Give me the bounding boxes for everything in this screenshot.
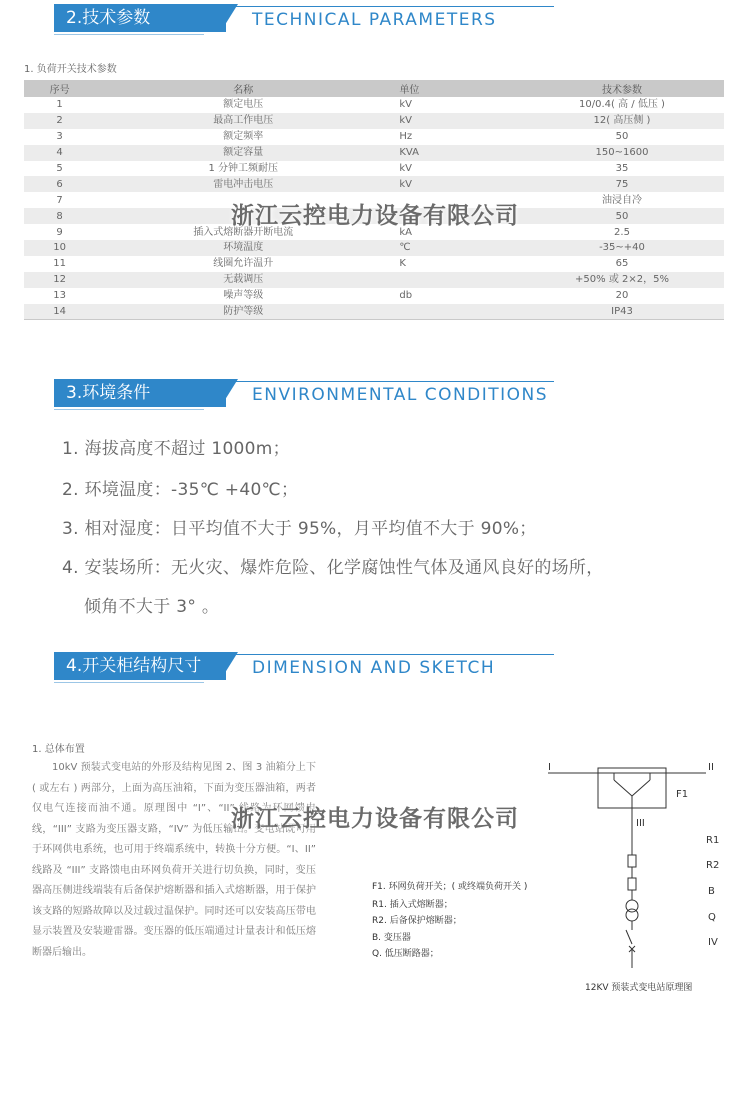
table-header-row bbox=[24, 80, 724, 97]
table-row bbox=[24, 161, 724, 177]
cell-name: 额定电压 bbox=[95, 97, 391, 113]
label-F1: F1 bbox=[676, 789, 689, 800]
layout-title: 1. 总体布置 bbox=[32, 744, 85, 755]
cell-value: 12( 高压侧 ) bbox=[520, 113, 724, 129]
cell-no: 7 bbox=[24, 192, 95, 208]
cell-no: 2 bbox=[24, 113, 95, 129]
section-title-cn: 2.技术参数 bbox=[54, 4, 226, 32]
cell-value: 2.5 bbox=[520, 224, 724, 240]
legend-q: Q. 低压断路器； bbox=[372, 949, 439, 959]
header-rule bbox=[228, 381, 554, 382]
cell-unit: kV bbox=[391, 176, 520, 192]
label-IV: IV bbox=[708, 937, 718, 948]
table-row bbox=[24, 304, 724, 320]
section-header-environment bbox=[0, 379, 750, 419]
table-row bbox=[24, 240, 724, 256]
cell-value: 35 bbox=[520, 161, 724, 177]
cell-unit: kV bbox=[391, 97, 520, 113]
cell-value: IP43 bbox=[520, 304, 724, 320]
label-I: I bbox=[548, 762, 551, 773]
label-II: II bbox=[708, 762, 714, 773]
label-Q: Q bbox=[708, 912, 716, 923]
label-B: B bbox=[708, 886, 715, 897]
env-item-2: 2. 环境温度：-35℃ +40℃； bbox=[62, 480, 299, 500]
transformer-coil-1 bbox=[626, 900, 638, 912]
cell-name: 防护等级 bbox=[95, 304, 391, 320]
cell-value: 油浸自冷 bbox=[520, 192, 724, 208]
cell-unit: Hz bbox=[391, 129, 520, 145]
cell-unit: db bbox=[391, 288, 520, 304]
env-item-4: 4. 安装场所：无火灾、爆炸危险、化学腐蚀性气体及通风良好的场所， bbox=[62, 558, 604, 578]
section-title-en: ENVIRONMENTAL CONDITIONS bbox=[252, 385, 549, 405]
label-III: III bbox=[636, 818, 645, 829]
cell-no: 8 bbox=[24, 208, 95, 224]
header-rule bbox=[228, 6, 554, 7]
cell-name: 最高工作电压 bbox=[95, 113, 391, 129]
cell-unit: kA bbox=[391, 224, 520, 240]
cell-name: 插入式熔断器开断电流 bbox=[95, 224, 391, 240]
cell-no: 4 bbox=[24, 145, 95, 161]
cell-name: 噪声等级 bbox=[95, 288, 391, 304]
env-item-3: 3. 相对湿度：日平均值不大于 95%，月平均值不大于 90%； bbox=[62, 519, 537, 539]
header-underline bbox=[54, 409, 204, 410]
cell-value: 50 bbox=[520, 208, 724, 224]
legend-b: B. 变压器 bbox=[372, 933, 411, 943]
fuse-r1 bbox=[628, 855, 636, 867]
cell-no: 1 bbox=[24, 97, 95, 113]
cell-value: 65 bbox=[520, 256, 724, 272]
table-caption: 1. 负荷开关技术参数 bbox=[24, 64, 117, 75]
cell-no: 5 bbox=[24, 161, 95, 177]
header-underline bbox=[54, 682, 204, 683]
cell-name: 雷电冲击电压 bbox=[95, 176, 391, 192]
cell-name: 线圈允许温升 bbox=[95, 256, 391, 272]
cell-value: +50% 或 2×2，5% bbox=[520, 272, 724, 288]
cell-no: 6 bbox=[24, 176, 95, 192]
cell-unit: ℃ bbox=[391, 240, 520, 256]
header-underline bbox=[54, 34, 204, 35]
section-header-dimension bbox=[0, 652, 750, 692]
table-row bbox=[24, 288, 724, 304]
cell-name: 无载调压 bbox=[95, 272, 391, 288]
section-title-en: TECHNICAL PARAMETERS bbox=[252, 10, 497, 30]
label-R2: R2 bbox=[706, 860, 720, 871]
header-value: 技术参数 bbox=[520, 80, 724, 97]
cell-unit bbox=[391, 304, 520, 320]
diagram-caption: 12KV 预装式变电站原理图 bbox=[585, 983, 693, 993]
section-title-cn: 3.环境条件 bbox=[54, 379, 226, 407]
cell-no: 11 bbox=[24, 256, 95, 272]
table-row bbox=[24, 113, 724, 129]
section-title-cn: 4.开关柜结构尺寸 bbox=[54, 652, 226, 680]
breaker-q bbox=[626, 930, 632, 944]
cell-unit: kV bbox=[391, 113, 520, 129]
cell-unit bbox=[391, 272, 520, 288]
cell-unit: KVA bbox=[391, 145, 520, 161]
cell-name: 1 分钟工频耐压 bbox=[95, 161, 391, 177]
cell-value: 50 bbox=[520, 129, 724, 145]
table-row bbox=[24, 129, 724, 145]
env-item-4-cont: 倾角不大于 3° 。 bbox=[84, 597, 220, 617]
cell-no: 13 bbox=[24, 288, 95, 304]
fuse-r2 bbox=[628, 878, 636, 890]
section-title-en: DIMENSION AND SKETCH bbox=[252, 658, 496, 678]
cell-no: 3 bbox=[24, 129, 95, 145]
header-unit: 单位 bbox=[391, 80, 520, 97]
table-row bbox=[24, 97, 724, 113]
cell-name: 额定容量 bbox=[95, 145, 391, 161]
table-row bbox=[24, 256, 724, 272]
legend-r2: R2. 后备保护熔断器； bbox=[372, 916, 462, 926]
header-no: 序号 bbox=[24, 80, 95, 97]
cell-name: 环境温度 bbox=[95, 240, 391, 256]
cell-no: 9 bbox=[24, 224, 95, 240]
cell-value: 20 bbox=[520, 288, 724, 304]
cell-no: 10 bbox=[24, 240, 95, 256]
layout-body: 10kV 预装式变电站的外形及结构见图 2、图 3 油箱分上下 ( 或左右 ) 两部分，上面为高压油箱，下面为变压器油箱，两者仅电气连接而油不通。原理图中 “I”、“II” 线路为环网馈电线，“III” 支路为变压器支路，“IV” 为低压输出。变电站既可用于环网供电系统，也可用于终端系统中，转换十分方便。“I、II” 线路及 “III” 支路馈电由环网负荷开关进行切负换，同时，变压器高压侧进线端装有后备保护熔断器和插入式熔断器，用于保护该支路的短路故障以及过载过温保护。同时还可以安装高压带电显示装置及安装避雷器。变压器的低压端通过计量表计和低压熔断器后输出。 bbox=[32, 762, 316, 958]
label-R1: R1 bbox=[706, 835, 720, 846]
env-item-1: 1. 海拔高度不超过 1000m； bbox=[62, 439, 290, 459]
cell-value: 10/0.4( 高 / 低压 ) bbox=[520, 97, 724, 113]
legend-f1: F1. 环网负荷开关；( 或终端负荷开关 ) bbox=[372, 882, 528, 892]
section-header-technical bbox=[0, 4, 750, 44]
header-name: 名称 bbox=[95, 80, 391, 97]
cell-unit: K bbox=[391, 256, 520, 272]
legend-r1: R1. 插入式熔断器； bbox=[372, 900, 453, 910]
cell-no: 12 bbox=[24, 272, 95, 288]
table-row bbox=[24, 176, 724, 192]
header-rule bbox=[228, 654, 554, 655]
cell-no: 14 bbox=[24, 304, 95, 320]
cell-unit: kV bbox=[391, 161, 520, 177]
table-row bbox=[24, 145, 724, 161]
watermark: 浙江云控电力设备有限公司 bbox=[231, 203, 519, 229]
watermark-2: 浙江云控电力设备有限公司 bbox=[231, 806, 519, 832]
transformer-coil-2 bbox=[626, 909, 638, 921]
cell-value: -35~+40 bbox=[520, 240, 724, 256]
cell-name: 额定频率 bbox=[95, 129, 391, 145]
cell-value: 75 bbox=[520, 176, 724, 192]
cell-value: 150~1600 bbox=[520, 145, 724, 161]
table-row bbox=[24, 272, 724, 288]
